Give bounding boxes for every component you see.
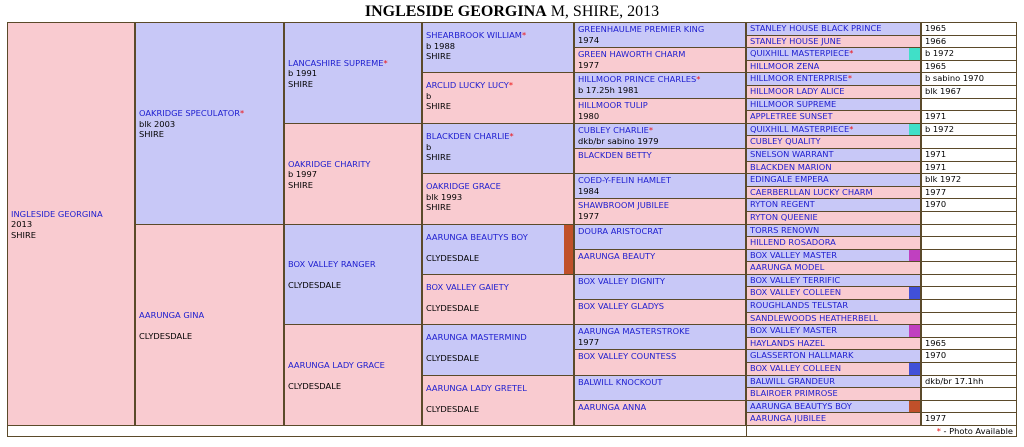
horse-name-link[interactable]: RYTON REGENT (750, 199, 815, 209)
horse-name-link[interactable]: AARUNGA BEAUTY (578, 251, 656, 261)
photo-star-icon: * (849, 124, 854, 134)
horse-info-cell (922, 61, 1016, 72)
horse-details: 1965 (925, 338, 947, 348)
horse-details: 1977 (578, 210, 600, 221)
horse-name-row (578, 175, 743, 186)
horse-name-link[interactable]: BOX VALLEY MASTER (750, 250, 838, 260)
horse-details: dkb/br sabino 1979 (578, 135, 659, 146)
horse-info-cell (922, 99, 1016, 110)
pedigree-cell-gen4 (575, 199, 745, 224)
horse-name-row (578, 200, 743, 211)
horse-details: 1977 (925, 413, 947, 423)
horse-name-link[interactable]: APPLETREE SUNSET (750, 111, 833, 121)
horse-name-link[interactable]: AARUNGA MASTERMIND (426, 332, 527, 342)
horse-name-link[interactable]: GREENHAULME PREMIER KING (578, 24, 705, 34)
horse-info-cell (922, 23, 1016, 35)
pedigree-footer (7, 425, 1017, 437)
horse-details: 1977 (925, 187, 947, 197)
horse-info-cell (922, 363, 1016, 375)
pedigree-cell-gen4 (575, 124, 745, 148)
horse-info-cell (922, 350, 1016, 362)
horse-name-link[interactable]: AARUNGA ANNA (578, 402, 647, 412)
photo-star-icon: * (849, 48, 854, 58)
horse-name-link[interactable]: SNELSON WARRANT (750, 149, 834, 159)
pedigree-cell-gen5 (747, 212, 920, 224)
pedigree-cell-gen5 (747, 149, 920, 161)
photo-star-icon: * (936, 426, 941, 436)
horse-info-cell (922, 73, 1016, 85)
horse-name-link[interactable]: CAERBERLLAN LUCKY CHARM (750, 187, 873, 197)
horse-details (288, 370, 419, 381)
horse-name-link[interactable]: TORRS RENOWN (750, 225, 820, 235)
horse-info-cell (922, 149, 1016, 161)
horse-name-link[interactable]: GREEN HAWORTH CHARM (578, 49, 686, 59)
horse-info-cell (922, 262, 1016, 274)
photo-star-icon: * (847, 73, 852, 83)
horse-details: blk 2003 (139, 118, 176, 129)
horse-details (426, 343, 571, 354)
horse-info-cell (922, 225, 1016, 236)
horse-details: blk 1972 (925, 174, 962, 184)
horse-details: 1980 (578, 110, 600, 121)
pedigree-cell-gen5 (747, 237, 920, 249)
horse-name-row (578, 150, 743, 161)
pedigree-cell-gen5 (747, 111, 920, 123)
horse-info-cell (922, 388, 1016, 400)
horse-details: 1971 (925, 162, 947, 172)
horse-details: 1970 (925, 199, 947, 209)
pedigree-cell-gen1 (136, 225, 283, 425)
horse-info-cell (922, 111, 1016, 123)
horse-name-link[interactable]: HILLMOOR ZENA (750, 61, 820, 71)
horse-breed: SHIRE (426, 101, 451, 111)
horse-info-cell (922, 48, 1016, 60)
page-title (0, 3, 1024, 21)
horse-name-link[interactable]: BOX VALLEY DIGNITY (578, 276, 665, 286)
pedigree-cell-gen5 (747, 199, 920, 211)
horse-name-link[interactable]: AARUNGA MODEL (750, 262, 825, 272)
horse-name-link[interactable]: AARUNGA LADY GRETEL (426, 383, 527, 393)
photo-star-icon: * (383, 57, 388, 68)
horse-details: b 1972 (925, 124, 955, 134)
pedigree-cell-gen3 (423, 376, 573, 425)
pedigree-cell-gen5 (747, 376, 920, 387)
pedigree-cell-gen5 (747, 23, 920, 35)
horse-name-row (426, 80, 571, 91)
pedigree-cell-gen2 (285, 325, 421, 425)
horse-name-row (578, 24, 743, 35)
horse-details: 1974 (578, 34, 600, 45)
pedigree-cell-gen3 (423, 73, 573, 123)
horse-details (139, 320, 281, 331)
horse-name-link[interactable]: BLACKDEN MARION (750, 162, 832, 172)
horse-details (288, 270, 419, 281)
horse-name-row (288, 259, 419, 270)
horse-details: b 1991 (288, 68, 318, 79)
horse-name-link[interactable]: GLASSERTON HALLMARK (750, 350, 854, 360)
horse-breed: SHIRE (426, 202, 451, 212)
horse-name-row (578, 276, 743, 287)
horse-details: 1971 (925, 149, 947, 159)
photo-legend-text: - Photo Available (940, 426, 1013, 436)
pedigree-cell-gen5 (747, 162, 920, 173)
horse-name-link[interactable]: BOX VALLEY MASTER (750, 325, 838, 335)
pedigree-cell-gen3 (423, 174, 573, 224)
horse-name-row (426, 131, 571, 142)
horse-name-link[interactable]: AARUNGA MASTERSTROKE (578, 326, 690, 336)
horse-info-cell (922, 413, 1016, 425)
horse-info-cell (922, 136, 1016, 148)
horse-breed: SHIRE (139, 129, 164, 140)
photo-star-icon: * (521, 30, 527, 40)
horse-name-link[interactable]: HILLMOOR PRINCE CHARLES (578, 74, 697, 84)
photo-star-icon: * (240, 108, 245, 119)
pedigree-cell-gen5 (747, 388, 920, 400)
color-swatch (909, 48, 920, 60)
horse-name-link[interactable]: OAKRIDGE GRACE (426, 181, 501, 191)
horse-details: 1977 (578, 336, 600, 347)
pedigree-cell-gen3 (423, 23, 573, 72)
horse-name-row (578, 100, 743, 111)
horse-name-row (426, 282, 571, 293)
horse-name-link[interactable]: HILLEND ROSADORA (750, 237, 836, 247)
horse-details (426, 394, 571, 405)
color-swatch (909, 287, 920, 299)
horse-name-link[interactable]: BOX VALLEY GAIETY (426, 282, 509, 292)
horse-info-cell (922, 36, 1016, 47)
horse-info-cell (922, 325, 1016, 337)
horse-details: b 1997 (288, 169, 318, 180)
horse-breed: CLYDESDALE (288, 280, 342, 291)
pedigree-cell-gen5 (747, 99, 920, 110)
horse-breed: SHIRE (426, 51, 451, 61)
horse-name-link[interactable]: HILLMOOR SUPREME (750, 99, 837, 109)
horse-name-row (426, 30, 571, 41)
horse-details: 1977 (578, 59, 600, 70)
color-swatch (909, 325, 920, 337)
pedigree-cell-gen5 (747, 287, 920, 299)
photo-star-icon: * (509, 131, 514, 141)
horse-info-cell (922, 162, 1016, 173)
photo-star-icon: * (648, 125, 654, 135)
pedigree-cell-gen5 (747, 401, 920, 412)
horse-name-row (426, 332, 571, 343)
pedigree-cell-gen4 (575, 149, 745, 173)
horse-name-link[interactable]: BOX VALLEY COUNTESS (578, 351, 677, 361)
horse-name-link[interactable]: AARUNGA JUBILEE (750, 413, 827, 423)
color-swatch (909, 401, 920, 412)
horse-details: 2013 (11, 219, 33, 230)
horse-info-cell (922, 338, 1016, 349)
photo-legend (937, 426, 1013, 436)
photo-star-icon: * (508, 80, 513, 90)
pedigree-cell-gen5 (747, 413, 920, 425)
horse-info-cell (922, 313, 1016, 324)
horse-name-row (139, 310, 281, 321)
color-swatch (909, 124, 920, 135)
horse-name-link[interactable]: QUIXHILL MASTERPIECE (750, 48, 850, 58)
pedigree-cell-gen5 (747, 338, 920, 349)
horse-details: b (426, 90, 432, 101)
horse-breed: CLYDESDALE (426, 404, 480, 414)
horse-breed: CLYDESDALE (426, 253, 480, 263)
horse-name-link[interactable]: COED-Y-FELIN HAMLET (578, 175, 671, 185)
horse-details (426, 293, 571, 304)
horse-info-cell (922, 86, 1016, 98)
pedigree-cell-gen4 (575, 350, 745, 375)
pedigree-cell-gen5 (747, 275, 920, 286)
horse-info-cell (922, 287, 1016, 299)
pedigree-cell-gen2 (285, 23, 421, 123)
horse-breed: SHIRE (11, 229, 36, 240)
pedigree-cell-gen5 (747, 48, 920, 60)
horse-details: 1970 (925, 350, 947, 360)
horse-name-link[interactable]: BOX VALLEY COLLEEN (750, 287, 842, 297)
horse-details: 1965 (925, 23, 947, 33)
horse-name-link[interactable]: ARCLID LUCKY LUCY (426, 80, 509, 90)
horse-details: b sabino 1970 (925, 73, 984, 83)
horse-title-name: INGLESIDE GEORGINA (364, 3, 547, 20)
horse-name-row (426, 232, 571, 243)
horse-info-cell (922, 300, 1016, 312)
horse-name-link[interactable]: OAKRIDGE CHARITY (288, 158, 371, 169)
horse-info-cell (922, 250, 1016, 261)
pedigree-cell-gen5 (747, 250, 920, 261)
horse-details: 1965 (925, 61, 947, 71)
pedigree-cell-gen5 (747, 313, 920, 324)
pedigree-cell-gen4 (575, 300, 745, 324)
horse-info-cell (922, 275, 1016, 286)
pedigree-cell-gen4 (575, 325, 745, 349)
horse-name-link[interactable]: BOX VALLEY RANGER (288, 259, 376, 270)
horse-name-link[interactable]: AARUNGA LADY GRACE (288, 359, 385, 370)
horse-name-row (288, 58, 419, 69)
horse-name-link[interactable]: CUBLEY CHARLIE (578, 125, 649, 135)
horse-breed: CLYDESDALE (426, 353, 480, 363)
horse-breed: CLYDESDALE (139, 330, 193, 341)
pedigree-cell-gen3 (423, 124, 573, 173)
pedigree-cell-gen5 (747, 363, 920, 375)
horse-name-row (139, 108, 281, 119)
horse-name-row (578, 351, 743, 362)
pedigree-cell-gen5 (747, 350, 920, 362)
horse-name-link[interactable]: EDINGALE EMPERA (750, 174, 829, 184)
horse-name-row (426, 181, 571, 192)
horse-name-link[interactable]: INGLESIDE GEORGINA (11, 208, 103, 219)
horse-name-link[interactable]: BALWILL GRANDEUR (750, 376, 835, 386)
photo-star-icon: * (696, 74, 701, 84)
horse-name-link[interactable]: HAYLANDS HAZEL (750, 338, 825, 348)
pedigree-cell-gen5 (747, 61, 920, 72)
pedigree-cell-gen2 (285, 124, 421, 224)
horse-name-link[interactable]: ROUGHLANDS TELSTAR (750, 300, 849, 310)
pedigree-cell-gen3 (423, 225, 573, 274)
horse-name-link[interactable]: BLACKDEN BETTY (578, 150, 652, 160)
horse-info-cell (922, 187, 1016, 198)
horse-name-link[interactable]: BALWILL KNOCKOUT (578, 377, 663, 387)
horse-name-link[interactable]: OAKRIDGE SPECULATOR (139, 108, 240, 119)
horse-details: 1966 (925, 36, 947, 46)
horse-info-cell (922, 174, 1016, 186)
horse-name-link[interactable]: BOX VALLEY GLADYS (578, 301, 665, 311)
horse-name-link[interactable]: SHEARBROOK WILLIAM (426, 30, 522, 40)
horse-breed: CLYDESDALE (288, 380, 342, 391)
pedigree-cell-gen5 (747, 36, 920, 47)
horse-details: b 1988 (426, 40, 456, 51)
pedigree-cell-gen0 (8, 23, 134, 425)
horse-name-link[interactable]: SANDLEWOODS HEATHERBELL (750, 313, 879, 323)
horse-name-row (578, 377, 743, 388)
pedigree-cell-gen4 (575, 23, 745, 47)
horse-breed: CLYDESDALE (426, 303, 480, 313)
horse-name-row (578, 326, 743, 337)
horse-name-row (578, 74, 743, 85)
pedigree-cell-gen4 (575, 401, 745, 425)
horse-name-link[interactable]: BOX VALLEY TERRIFIC (750, 275, 841, 285)
color-swatch (564, 225, 573, 274)
horse-details: b 1972 (925, 48, 955, 58)
horse-info-cell (922, 237, 1016, 249)
pedigree-cell-gen5 (747, 262, 920, 274)
pedigree-cell-gen5 (747, 225, 920, 236)
horse-breed: SHIRE (288, 78, 313, 89)
horse-breed: SHIRE (288, 179, 313, 190)
horse-details: blk 1967 (925, 86, 962, 96)
pedigree-cell-gen4 (575, 48, 745, 72)
pedigree-cell-gen4 (575, 174, 745, 198)
horse-info-cell (922, 401, 1016, 412)
pedigree-cell-gen4 (575, 376, 745, 400)
horse-name-link[interactable]: BLAIROER PRIMROSE (750, 388, 838, 398)
horse-details: b (426, 141, 432, 152)
pedigree-cell-gen5 (747, 136, 920, 148)
pedigree-cell-gen3 (423, 325, 573, 375)
pedigree-cell-gen5 (747, 187, 920, 198)
footer-divider (746, 426, 747, 436)
horse-info-cell (922, 376, 1016, 387)
pedigree-cell-gen4 (575, 99, 745, 123)
horse-name-link[interactable]: HILLMOOR LADY ALICE (750, 86, 845, 96)
horse-name-link[interactable]: RYTON QUEENIE (750, 212, 818, 222)
horse-name-row (578, 402, 743, 413)
horse-name-link[interactable]: DOURA ARISTOCRAT (578, 226, 663, 236)
color-swatch (909, 250, 920, 261)
color-swatch (909, 363, 920, 375)
horse-details: 1971 (925, 111, 947, 121)
pedigree-cell-gen5 (747, 300, 920, 312)
pedigree-cell-gen5 (747, 73, 920, 85)
horse-details: 1984 (578, 185, 600, 196)
horse-name-link[interactable]: STANLEY HOUSE JUNE (750, 36, 842, 46)
horse-name-row (288, 360, 419, 371)
horse-name-row (426, 383, 571, 394)
horse-name-link[interactable]: STANLEY HOUSE BLACK PRINCE (750, 23, 882, 33)
pedigree-cell-gen3 (423, 275, 573, 324)
pedigree-cell-gen5 (747, 325, 920, 337)
horse-name-link[interactable]: CUBLEY QUALITY (750, 136, 821, 146)
horse-name-row (288, 159, 419, 170)
horse-details: b 17.25h 1981 (578, 84, 639, 95)
horse-breed: SHIRE (426, 152, 451, 162)
horse-name-link[interactable]: AARUNGA BEAUTYS BOY (426, 232, 528, 242)
horse-name-link[interactable]: HILLMOOR TULIP (578, 100, 648, 110)
pedigree-cell-gen2 (285, 225, 421, 324)
horse-name-link[interactable]: BOX VALLEY COLLEEN (750, 363, 842, 373)
horse-name-row (578, 125, 743, 136)
pedigree-chart (7, 22, 1017, 425)
horse-name-link[interactable]: AARUNGA GINA (139, 309, 205, 320)
horse-name-row (578, 226, 743, 237)
horse-name-link[interactable]: HILLMOOR ENTERPRISE (750, 73, 848, 83)
pedigree-cell-gen4 (575, 73, 745, 98)
pedigree-cell-gen4 (575, 275, 745, 299)
horse-name-row (578, 251, 743, 262)
horse-name-row (578, 49, 743, 60)
horse-details (426, 243, 571, 254)
pedigree-cell-gen4 (575, 225, 745, 249)
horse-name-link[interactable]: BLACKDEN CHARLIE (426, 131, 510, 141)
horse-title-details: M, SHIRE, 2013 (546, 3, 660, 20)
horse-details: dkb/br 17.1hh (925, 376, 984, 386)
horse-name-link[interactable]: QUIXHILL MASTERPIECE (750, 124, 850, 134)
pedigree-cell-gen5 (747, 124, 920, 135)
horse-name-link[interactable]: LANCASHIRE SUPREME (288, 57, 384, 68)
horse-info-cell (922, 199, 1016, 211)
pedigree-cell-gen5 (747, 86, 920, 98)
horse-name-row (578, 301, 743, 312)
horse-name-link[interactable]: SHAWBROOM JUBILEE (578, 200, 670, 210)
horse-name-link[interactable]: AARUNGA BEAUTYS BOY (750, 401, 852, 411)
horse-info-cell (922, 124, 1016, 135)
horse-info-cell (922, 212, 1016, 224)
pedigree-cell-gen4 (575, 250, 745, 274)
horse-details: blk 1993 (426, 191, 463, 202)
pedigree-cell-gen1 (136, 23, 283, 224)
pedigree-cell-gen5 (747, 174, 920, 186)
